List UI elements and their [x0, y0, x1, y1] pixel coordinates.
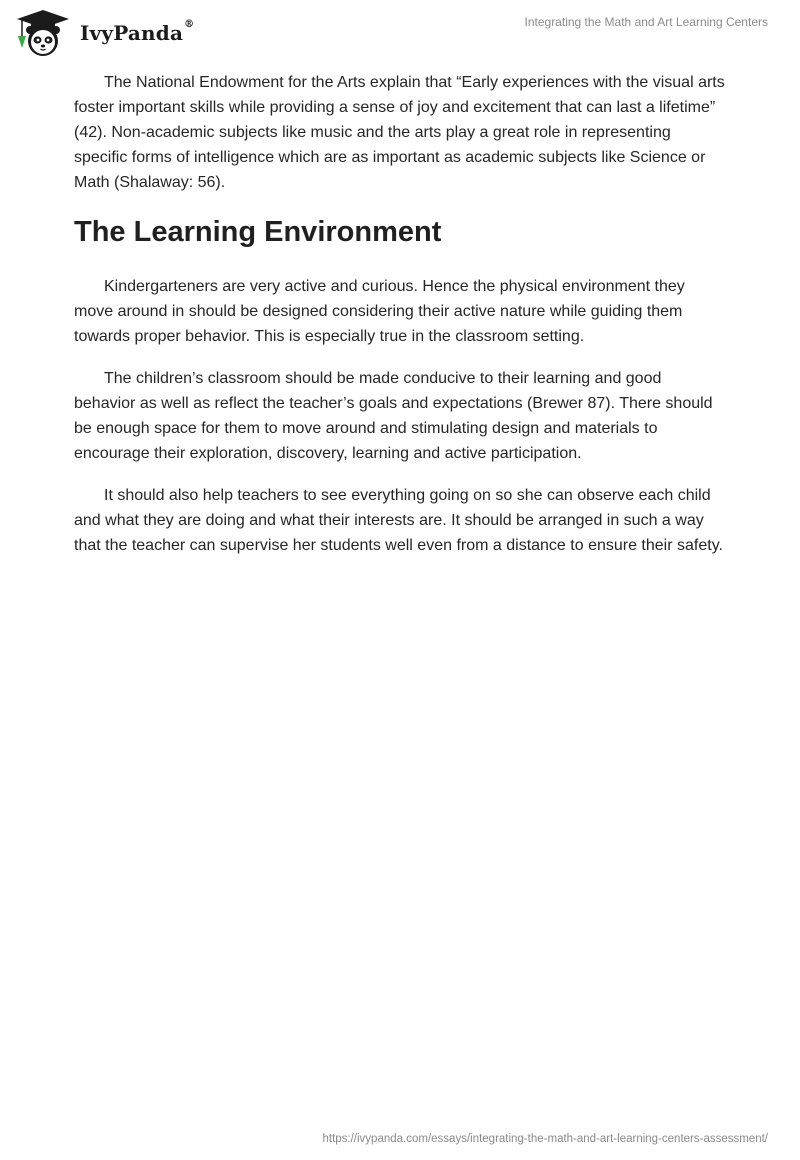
paragraph: The National Endowment for the Arts explain that “Early experiences with the visual arts foster important skills while providing a sense of joy and excitement that can last a lifetime” (42). Non-academic subjects like music and the arts play a great role in representing specific forms of intelligence which are as important as academic subjects like Science or Math (Shalaway: 56).	[74, 74, 725, 191]
source-url-link[interactable]: https://ivypanda.com/essays/integrating-the-math-and-art-learning-centers-assessment/	[322, 1133, 768, 1145]
ivypanda-logo[interactable]	[14, 8, 194, 58]
section-heading: The Learning Environment	[74, 216, 442, 248]
paragraph: The children’s classroom should be made conducive to their learning and good behavior as well as reflect the teacher’s goals and expectations (Brewer 87). There should be enough space for them to move around and stimulating design and materials to encourage their exploration, discovery, learning and active participation.	[74, 370, 713, 462]
registered-mark: ®	[184, 19, 195, 30]
page-header	[0, 0, 800, 60]
paragraph: It should also help teachers to see everything going on so she can observe each child and what they are doing and what their interests are. It should be arranged in such a way that the teacher can supervise her students well even from a distance to ensure their safety.	[74, 487, 723, 554]
panda-graduation-cap-icon	[14, 8, 72, 58]
running-title: Integrating the Math and Art Learning Centers	[524, 15, 768, 29]
brand-name: IvyPanda®	[80, 19, 195, 45]
essay-body	[74, 70, 726, 575]
paragraph: Kindergarteners are very active and curious. Hence the physical environment they move around in should be designed considering their active nature while guiding them towards proper behavior. This is especially true in the classroom setting.	[74, 278, 685, 345]
